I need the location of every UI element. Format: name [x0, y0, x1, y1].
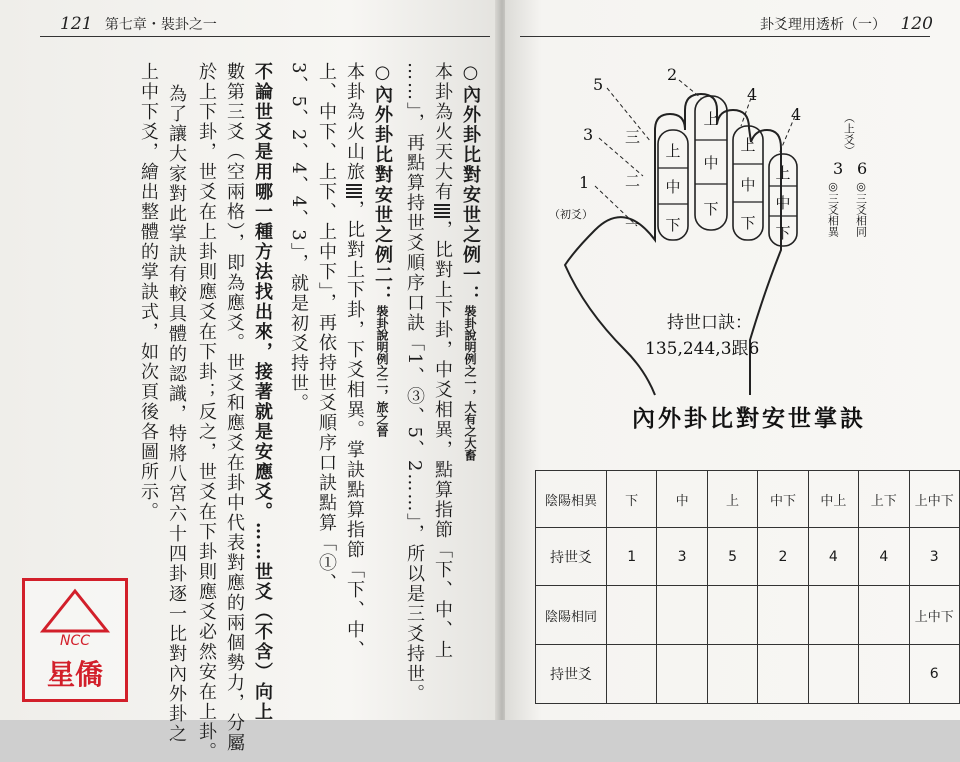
finger1-top-label: 上 [665, 142, 681, 160]
num-4a: 4 [747, 85, 758, 104]
row-head: 陰陽相異 [536, 471, 607, 528]
table-cell [707, 645, 757, 704]
note-same: ◎三爻相同 [854, 180, 868, 237]
stamp-ncc: NCC [59, 633, 91, 649]
diagram-title: 內外卦比對安世掌訣 [632, 406, 866, 432]
example-2-note: 裝卦說明例之二，旅之晉 [375, 305, 389, 437]
example-1-heading: ○內外卦比對安世之例一： [460, 62, 481, 305]
table-cell [859, 586, 909, 645]
num-3: 3 [583, 125, 594, 144]
col2-text: 本卦為火天大有 [432, 62, 453, 202]
table-cell: 4 [808, 528, 858, 586]
top-yao-label: （上爻） [842, 112, 856, 156]
table-cell [808, 645, 858, 704]
mantra-value: 135,244,3跟6 [645, 339, 760, 359]
table-cell: 上 [707, 471, 757, 528]
table-cell: 中 [657, 471, 707, 528]
table-cell: 下 [606, 471, 656, 528]
table-cell: 中下 [758, 471, 808, 528]
left-page-number: 121 [60, 14, 93, 34]
table-cell [657, 645, 707, 704]
num-3b: 3 [833, 159, 844, 178]
right-header [760, 14, 933, 34]
num-1: 1 [579, 173, 590, 192]
example-2-heading: ○內外卦比對安世之例二： [372, 62, 393, 305]
mantra-title: 持世口訣： [667, 313, 752, 333]
chapter-title: 第七章・裝卦之一 [104, 17, 217, 33]
right-header-title: 卦爻理用透析（一） [760, 17, 886, 33]
note-diff: ◎三爻相異 [826, 180, 840, 237]
hand-diagram [505, 50, 960, 410]
right-page-number: 120 [900, 14, 933, 34]
table-row [536, 586, 960, 645]
table-cell: 3 [657, 528, 707, 586]
finger3-top-label: 上 [740, 136, 756, 154]
table-cell: 2 [758, 528, 808, 586]
table-cell: 3 [909, 528, 960, 586]
yao-table [535, 470, 960, 704]
finger2-mid-label: 中 [703, 154, 719, 172]
col2-tail: ，比對上下卦，中爻相異，點算指節「下、中、上 [432, 220, 453, 660]
text-column-8: 不論世爻是用哪一種方法找出來，接著就是安應爻。……世爻（不含）向上 [252, 62, 273, 722]
initial-yao-label: （初爻） [549, 208, 593, 221]
table-row [536, 645, 960, 704]
num-2: 2 [667, 65, 678, 84]
table-cell: 1 [606, 528, 656, 586]
row-head: 持世爻 [536, 645, 607, 704]
table-cell: 上下 [859, 471, 909, 528]
text-column-5 [342, 62, 366, 660]
stamp-name: 星僑 [46, 658, 103, 691]
col5-tail: ，比對上下卦，下爻相異。掌訣點算指節「下、中、 [344, 200, 365, 660]
num-6: 6 [857, 159, 868, 178]
text-column-11: 為了讓大家對此掌訣有較具體的認識，特將八宮六十四卦逐一比對內外卦之 [166, 84, 187, 744]
side-char-3: 三 [625, 128, 641, 146]
text-column-1 [458, 62, 482, 461]
col5-text: 本卦為火山旅 [344, 62, 365, 182]
table-cell: 上中下 [909, 586, 960, 645]
finger3-bottom-label: 下 [740, 214, 756, 232]
table-cell [606, 586, 656, 645]
finger4-bottom-label: 下 [775, 224, 791, 242]
row-head: 陰陽相同 [536, 586, 607, 645]
table-cell [859, 645, 909, 704]
triangle-icon [25, 585, 125, 635]
table-cell [808, 586, 858, 645]
table-row [536, 471, 960, 528]
hexagram-dayou-icon [434, 204, 450, 218]
text-column-6: 上、中下、上下、上中下」，再依持世爻順序口訣點算「①、 [316, 62, 337, 593]
num-5: 5 [593, 75, 604, 94]
hexagram-lu-icon [346, 184, 362, 198]
num-4b: 4 [791, 105, 802, 124]
table-cell [758, 586, 808, 645]
finger4-top-label: 上 [775, 164, 791, 182]
side-char-1: 一 [625, 216, 641, 234]
text-column-3: ……」，再點算持世爻順序口訣「1、③、5、2……」，所以是三爻持世。 [404, 62, 425, 705]
table-cell [657, 586, 707, 645]
table-cell [606, 645, 656, 704]
ncc-stamp [22, 578, 128, 702]
left-header-rule [40, 36, 490, 37]
right-header-rule [520, 36, 930, 37]
text-column-7: 3、5、2、4、4、3」，就是初爻持世。 [288, 62, 309, 414]
finger3-mid-label: 中 [740, 176, 756, 194]
left-header [60, 14, 217, 34]
finger2-bottom-label: 下 [703, 200, 719, 218]
table-cell [707, 586, 757, 645]
finger1-mid-label: 中 [665, 178, 681, 196]
text-column-4 [370, 62, 394, 437]
table-cell: 上中下 [909, 471, 960, 528]
table-cell: 6 [909, 645, 960, 704]
table-row [536, 528, 960, 586]
table-cell: 4 [859, 528, 909, 586]
text-column-10: 於上下卦，世爻在上卦則應爻在下卦；反之，世爻在下卦則應爻必然安在上卦。 [196, 62, 217, 762]
table-cell: 中上 [808, 471, 858, 528]
row-head: 持世爻 [536, 528, 607, 586]
text-column-9: 數第三爻（空兩格），即為應爻。世爻和應爻在卦中代表對應的兩個勢力，分屬 [224, 62, 245, 753]
finger1-bottom-label: 下 [665, 216, 681, 234]
finger2-top-label: 上 [703, 110, 719, 128]
table-cell [758, 645, 808, 704]
table-cell: 5 [707, 528, 757, 586]
side-char-2: 二 [625, 172, 641, 190]
example-1-note: 裝卦說明例之一，大有之大畜 [463, 305, 477, 461]
text-column-2 [430, 62, 454, 660]
text-column-12: 上中下爻，繪出整體的掌訣式，如次頁後各圖所示。 [138, 62, 159, 522]
finger4-mid-label: 中 [775, 194, 791, 212]
